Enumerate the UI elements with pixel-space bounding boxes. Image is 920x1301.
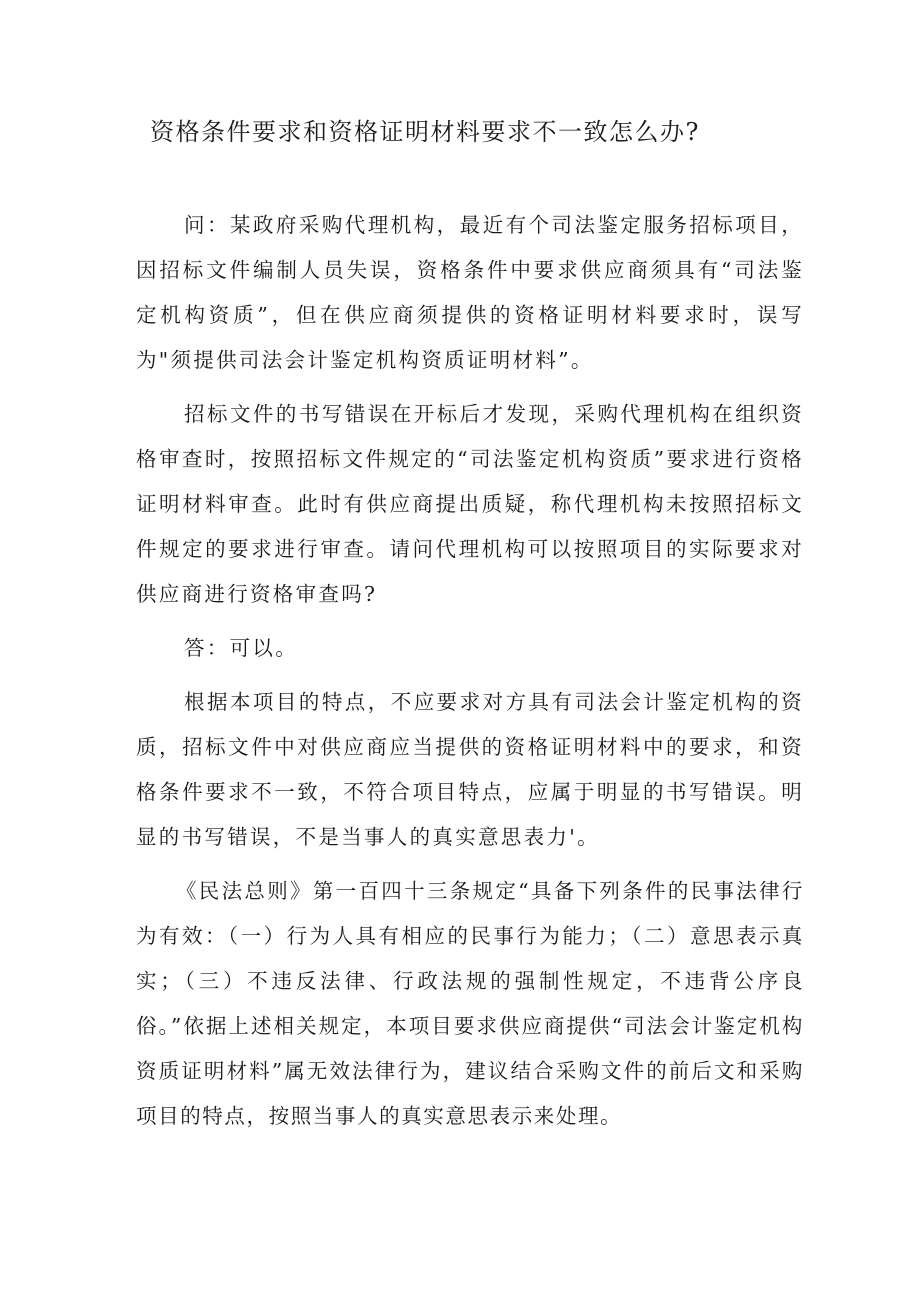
paragraph-question-detail: 招标文件的书写错误在开标后才发现，采购代理机构在组织资格审查时，按照招标文件规定的“司法鉴定机构资质”要求进行资格证明材料审查。此时有供应商提出质疑，称代理机构未按照招标文件规定的要求进行审查。请问代理机构可以按照项目的实际要求对供应商进行资格审查吗? [136,402,804,606]
paragraph-answer: 答：可以。 [184,636,298,660]
paragraph-question: 问：某政府采购代理机构，最近有个司法鉴定服务招标项目，因招标文件编制人员失误，资格条件中要求供应商须具有“司法鉴定机构资质”，但在供应商须提供的资格证明材料要求时，误写为"须提供司法会计鉴定机构资质证明材料”。 [136,213,804,372]
paragraph-reasoning: 根据本项目的特点，不应要求对方具有司法会计鉴定机构的资质，招标文件中对供应商应当提供的资格证明材料中的要求，和资格条件要求不一致，不符合项目特点，应属于明显的书写错误。明显的书写错误，不是当事人的真实意思表力'。 [136,690,804,849]
paragraph-legal-basis: 《民法总则》第一百四十三条规定“具备下列条件的民事法律行为有效：（一）行为人具有相应的民事行为能力；（二）意思表示真实；（三）不违反法律、行政法规的强制性规定，不违背公序良俗。”依据上述相关规定，本项目要求供应商提供“司法会计鉴定机构资质证明材料”属无效法律行为，建议结合采购文件的前后文和采购项目的特点，按照当事人的真实意思表示来处理。 [136,879,804,1128]
document-title: 资格条件要求和资格证明材料要求不一致怎么办? [150,118,700,146]
document-body [136,203,804,1148]
